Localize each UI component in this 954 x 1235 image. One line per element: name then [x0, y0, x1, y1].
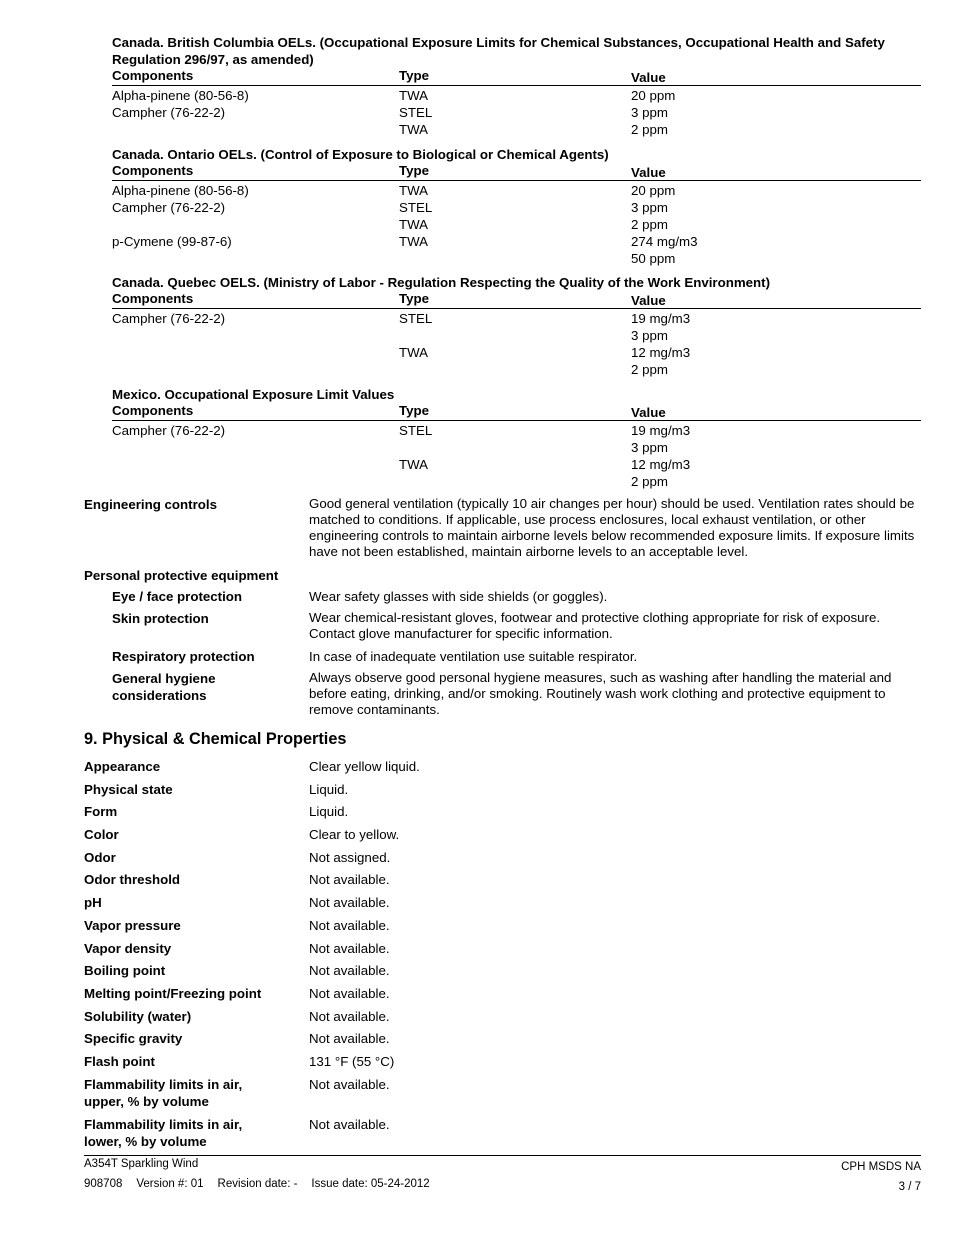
property-value: Not available. [309, 895, 390, 911]
value-cell: 2 ppm [631, 362, 668, 377]
text: Always observe good personal hygiene measures, such as washing after handling the material and before eating, drinking, and/or smoking. Routinely wash work clothing and protective equipment to remove contaminants. [309, 670, 892, 717]
type-cell: TWA [399, 217, 429, 232]
value-cell: 2 ppm [631, 474, 668, 489]
property-row [84, 758, 924, 781]
table-row [112, 422, 921, 439]
property-row [84, 1116, 924, 1156]
property-value: Liquid. [309, 781, 349, 797]
component-cell: Campher (76-22-2) [112, 311, 226, 326]
column-header: Components [112, 163, 194, 178]
page-number: 3 / 7 [898, 1181, 921, 1193]
table-row [112, 216, 921, 233]
table-row [112, 361, 921, 378]
property-row [84, 985, 924, 1008]
column-header: Value [631, 293, 666, 308]
type-cell: STEL [399, 311, 433, 326]
property-label: Odor [84, 849, 116, 865]
column-header: Value [631, 405, 666, 420]
property-label: Vapor density [84, 940, 172, 956]
column-header: Type [399, 163, 430, 178]
column-header: Type [399, 291, 430, 306]
property-value: Not available. [309, 872, 390, 888]
property-value: 131 °F (55 °C) [309, 1053, 395, 1069]
property-value: Not available. [309, 917, 390, 933]
table-row [112, 199, 921, 216]
value-cell: 19 mg/m3 [631, 311, 691, 326]
properties-list [84, 758, 924, 1156]
table-body [112, 86, 921, 138]
property-label: Flash point [84, 1053, 155, 1069]
type-cell: TWA [399, 457, 429, 472]
table-header [112, 291, 921, 309]
value-cell: 274 mg/m3 [631, 234, 698, 249]
table-title: Canada. Ontario OELs. (Control of Exposure to Biological or Chemical Agents) [112, 147, 609, 162]
table-row [112, 439, 921, 456]
property-row [84, 1030, 924, 1053]
table-row [112, 473, 921, 490]
revision-date: Revision date: - [217, 1178, 298, 1190]
property-row [84, 962, 924, 985]
oel-table-quebec [112, 274, 921, 378]
table-title: Canada. Quebec OELS. (Ministry of Labor - Regulation Respecting the Quality of the Work Environment) [112, 275, 771, 290]
column-header: Value [631, 165, 666, 180]
column-header: Components [112, 68, 194, 83]
property-label: Melting point/Freezing point [84, 985, 262, 1001]
property-value: Clear yellow liquid. [309, 759, 420, 774]
property-value: Not available. [309, 1031, 390, 1047]
value-cell: 50 ppm [631, 251, 676, 266]
property-row [84, 940, 924, 963]
text: Good general ventilation (typically 10 air changes per hour) should be used. Ventilation rates should be matched to conditions. If applicable, use process enclosures, local exhaust ventilation, or other engineering controls to maintain airborne levels below recommended exposure limits. If exposure limits have not been established, maintain airborne levels to an acceptable level. [309, 496, 915, 559]
property-value: Not available. [309, 985, 390, 1001]
oel-table-ontario [112, 146, 921, 267]
label: Personal protective equipment [84, 568, 279, 583]
column-header: Components [112, 403, 194, 418]
property-value: Not available. [309, 1076, 390, 1092]
issue-date: Issue date: 05-24-2012 [311, 1178, 430, 1190]
skin-protection [84, 610, 924, 642]
table-row [112, 327, 921, 344]
label: Skin protection [112, 611, 209, 626]
type-cell: TWA [399, 345, 429, 360]
value-cell: 12 mg/m3 [631, 345, 691, 360]
table-row [112, 87, 921, 104]
property-row [84, 1076, 924, 1116]
property-row [84, 781, 924, 804]
property-row [84, 826, 924, 849]
value-cell: 3 ppm [631, 440, 668, 455]
property-label: Form [84, 804, 118, 820]
table-row [112, 456, 921, 473]
table-header [112, 163, 921, 181]
property-value: Liquid. [309, 804, 349, 820]
eye-protection [84, 588, 924, 605]
property-label: Color [84, 827, 119, 843]
label: General hygiene considerations [112, 671, 216, 703]
text: In case of inadequate ventilation use suitable respirator. [309, 649, 638, 664]
text: Wear chemical-resistant gloves, footwear and protective clothing appropriate for risk of exposure. Contact glove manufacturer for specific information. [309, 610, 881, 641]
value-cell: 2 ppm [631, 217, 668, 232]
table-row [112, 344, 921, 361]
component-cell: Campher (76-22-2) [112, 423, 226, 438]
table-header [112, 68, 921, 86]
table-title: Canada. British Columbia OELs. (Occupational Exposure Limits for Chemical Substances, Occupational Health and Safety Regulation 296/97, as amended) [112, 35, 885, 67]
type-cell: STEL [399, 423, 433, 438]
table-body [112, 421, 921, 490]
value-cell: 3 ppm [631, 328, 668, 343]
label: Eye / face protection [112, 589, 243, 604]
oel-table-british-columbia [112, 34, 921, 138]
property-label: Solubility (water) [84, 1008, 192, 1024]
property-row [84, 1008, 924, 1031]
label: Engineering controls [84, 497, 217, 512]
property-label: pH [84, 895, 102, 911]
column-header: Components [112, 291, 194, 306]
doc-id: 908708 [84, 1178, 123, 1190]
property-value: Not available. [309, 940, 390, 956]
table-header [112, 403, 921, 421]
table-row [112, 233, 921, 250]
type-cell: TWA [399, 183, 429, 198]
table-body [112, 181, 921, 267]
version: Version #: 01 [136, 1178, 204, 1190]
property-label: Appearance [84, 759, 161, 774]
property-row [84, 894, 924, 917]
oel-table-mexico [112, 386, 921, 490]
section-9-title: 9. Physical & Chemical Properties [84, 730, 347, 748]
property-value: Clear to yellow. [309, 827, 400, 843]
property-row [84, 803, 924, 826]
value-cell: 3 ppm [631, 200, 668, 215]
property-row [84, 849, 924, 872]
component-cell: p-Cymene (99-87-6) [112, 234, 232, 249]
type-cell: TWA [399, 234, 429, 249]
property-label: Vapor pressure [84, 917, 181, 933]
table-row [112, 250, 921, 267]
label: Respiratory protection [112, 649, 255, 664]
property-value: Not available. [309, 963, 390, 979]
text: Wear safety glasses with side shields (or goggles). [309, 589, 608, 604]
property-value: Not available. [309, 1008, 390, 1024]
engineering-controls [84, 496, 924, 560]
type-cell: STEL [399, 105, 433, 120]
property-label: Specific gravity [84, 1031, 183, 1047]
property-value: Not available. [309, 1116, 390, 1132]
page-footer [84, 1155, 921, 1196]
value-cell: 19 mg/m3 [631, 423, 691, 438]
property-label: Boiling point [84, 963, 166, 979]
property-row [84, 917, 924, 940]
table-row [112, 121, 921, 138]
component-cell: Campher (76-22-2) [112, 105, 226, 120]
table-row [112, 310, 921, 327]
value-cell: 3 ppm [631, 105, 668, 120]
property-label: Odor threshold [84, 872, 181, 888]
value-cell: 2 ppm [631, 122, 668, 137]
product-name: A354T Sparkling Wind [84, 1158, 199, 1170]
component-cell: Alpha-pinene (80-56-8) [112, 183, 249, 198]
general-hygiene [84, 670, 924, 718]
property-label: Flammability limits in air, lower, % by volume [84, 1116, 243, 1149]
value-cell: 20 ppm [631, 88, 676, 103]
property-row [84, 1053, 924, 1076]
type-cell: TWA [399, 88, 429, 103]
component-cell: Alpha-pinene (80-56-8) [112, 88, 249, 103]
property-label: Flammability limits in air, upper, % by volume [84, 1076, 243, 1109]
table-body [112, 309, 921, 378]
property-label: Physical state [84, 781, 173, 797]
doc-type: CPH MSDS NA [841, 1161, 921, 1173]
value-cell: 12 mg/m3 [631, 457, 691, 472]
value-cell: 20 ppm [631, 183, 676, 198]
table-title: Mexico. Occupational Exposure Limit Values [112, 387, 395, 402]
column-header: Type [399, 68, 430, 83]
column-header: Type [399, 403, 430, 418]
table-row [112, 182, 921, 199]
type-cell: STEL [399, 200, 433, 215]
table-row [112, 104, 921, 121]
type-cell: TWA [399, 122, 429, 137]
component-cell: Campher (76-22-2) [112, 200, 226, 215]
property-row [84, 871, 924, 894]
column-header: Value [631, 70, 666, 85]
property-value: Not assigned. [309, 849, 391, 865]
respiratory-protection [84, 648, 924, 665]
